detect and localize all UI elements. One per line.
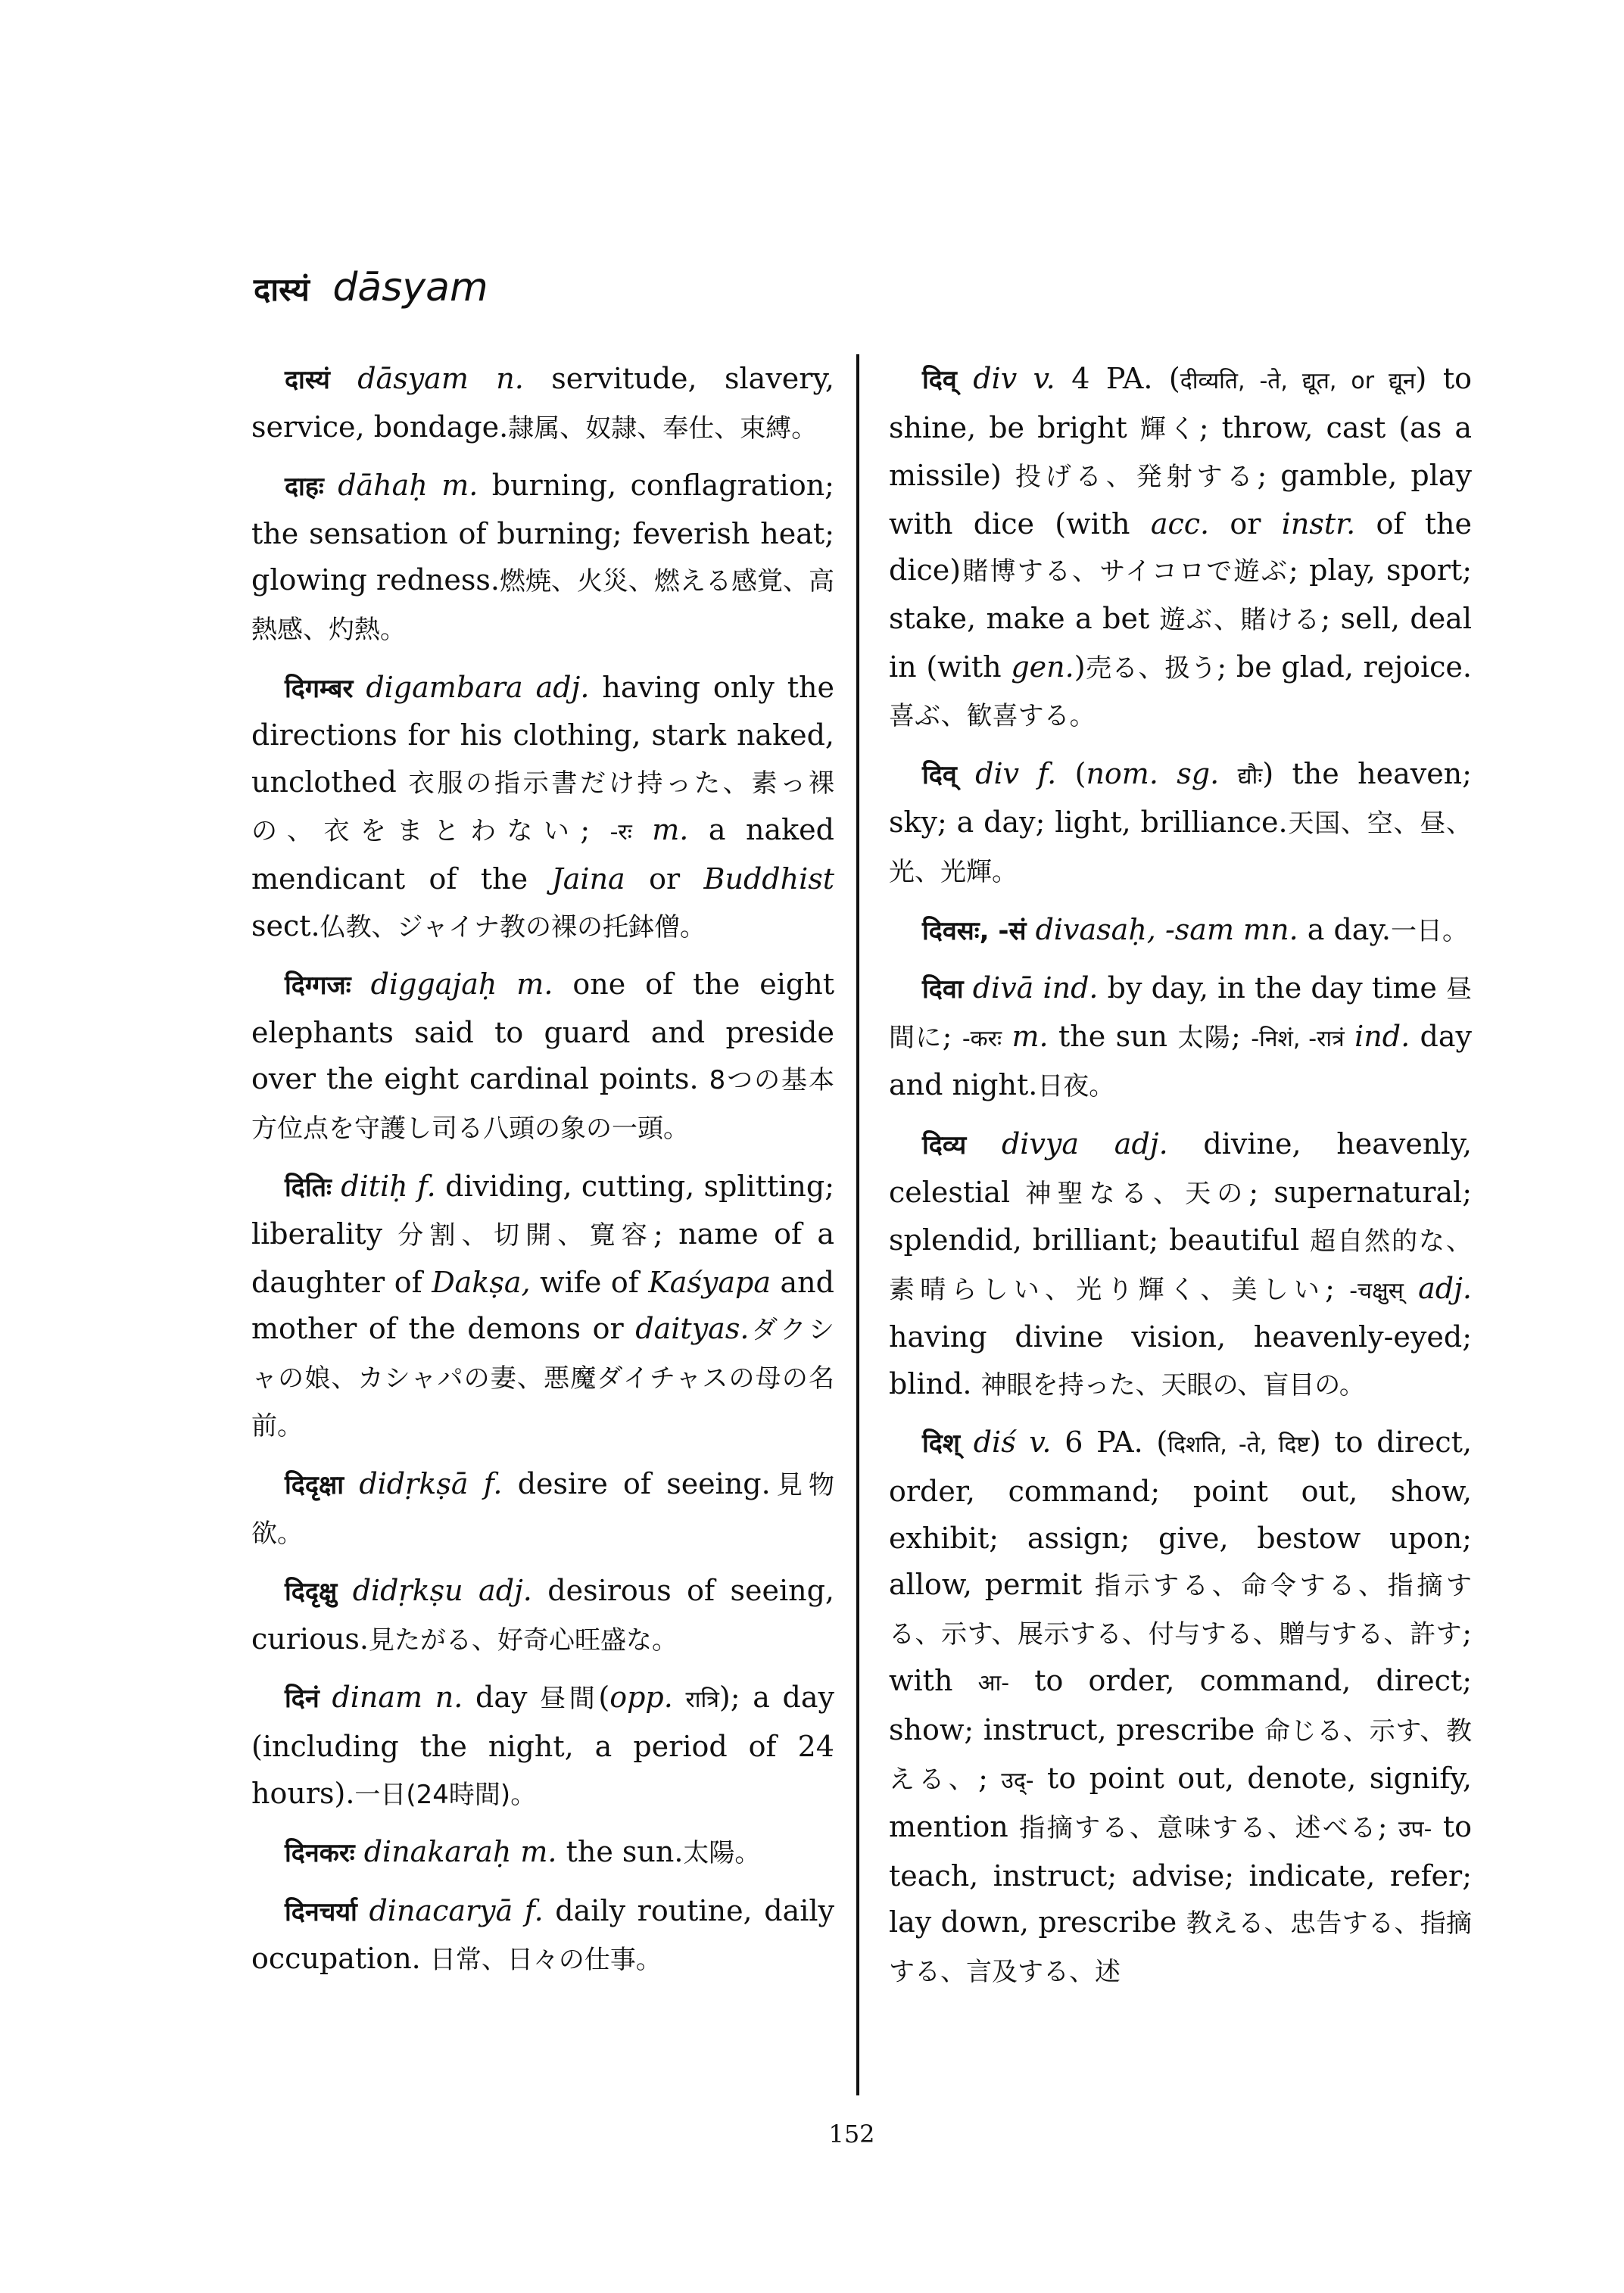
definition-text: ; play, sport; stake, make a bet <box>889 553 1472 635</box>
definition-text: and mother of the demons or <box>251 1265 834 1346</box>
definition-text: ; supernatural; splendid, brilliant; beautiful <box>889 1175 1473 1257</box>
devanagari-form: -रः <box>609 819 632 846</box>
dictionary-entry <box>889 1121 1472 1410</box>
japanese-gloss: ダクシャの娘、カシャパの妻、悪魔ダイチャスの母の名前。 <box>251 1315 835 1442</box>
dictionary-entry <box>251 463 834 653</box>
definition-text: to point out, denote, signify, mention <box>889 1761 1472 1844</box>
headword: दिवा <box>922 974 964 1005</box>
definition-text: ; with <box>889 1615 1472 1698</box>
right-column <box>889 356 1472 2007</box>
definition-text: servitude, slavery, service, bondage. <box>251 362 834 444</box>
dictionary-entry <box>251 1829 834 1877</box>
japanese-gloss: 喜ぶ、歓喜する。 <box>889 701 1096 732</box>
italic-term: m. <box>652 813 689 847</box>
japanese-gloss: 超自然的な、素晴らしい、光り輝く、美しい <box>889 1226 1472 1305</box>
italic-term: ind. <box>1354 1019 1410 1053</box>
definition-text: ); a day (including the night, a period of 24 hours). <box>251 1681 834 1810</box>
definition-text: to teach, instruct; advise; indicate, refer; lay down, prescribe <box>889 1810 1473 1939</box>
column-divider <box>856 354 859 2095</box>
definition-text: a naked mendicant of the <box>251 813 834 896</box>
japanese-gloss: 日常、日々の仕事。 <box>429 1945 662 1976</box>
headword: दिव् <box>922 365 957 395</box>
definition-text: 4 PA. ( <box>1055 362 1180 395</box>
definition-text <box>337 1574 352 1607</box>
italic-term: dāsyam n. <box>357 362 524 395</box>
italic-term: Jaina <box>551 861 625 896</box>
devanagari-form: -निशं, -रात्रं <box>1251 1025 1345 1052</box>
japanese-gloss: 売る、扱う <box>1085 653 1217 684</box>
italic-term: ditiḥ f. <box>341 1169 436 1203</box>
definition-text: desirous of seeing, curious. <box>251 1574 834 1656</box>
japanese-gloss: 燃焼、火災、燃える感覚、高熱感、灼熱。 <box>251 566 835 645</box>
definition-text: ; gamble, play with dice (with <box>889 459 1472 541</box>
definition-text <box>966 1127 1002 1161</box>
definition-text <box>1026 913 1035 946</box>
definition-text <box>355 1835 364 1868</box>
italic-term: dinakaraḥ m. <box>363 1835 557 1869</box>
definition-text: day <box>463 1681 541 1715</box>
devanagari-form: दीव्यति, -ते, द्यूत, or द्यून <box>1180 368 1416 394</box>
definition-text: ; name of a daughter of <box>251 1217 834 1299</box>
italic-term: m. <box>1011 1019 1049 1053</box>
definition-text: to order, command, direct; show; instruct, prescribe <box>889 1664 1472 1747</box>
dictionary-entry <box>251 356 834 452</box>
definition-text: ; sell, deal in (with <box>889 601 1472 684</box>
definition-text: ( <box>598 1681 610 1715</box>
italic-term: div f. <box>975 756 1057 790</box>
definition-text: 6 PA. ( <box>1051 1425 1168 1460</box>
headword: दाहः <box>285 472 324 503</box>
japanese-gloss: 分割、切開、寛容 <box>397 1220 654 1251</box>
italic-term: divya adj. <box>1001 1126 1168 1161</box>
dictionary-entry <box>251 1568 834 1664</box>
definition-text: wife of <box>530 1265 649 1299</box>
definition-text: ( <box>1056 756 1086 790</box>
devanagari-form: -चक्षुस् <box>1349 1277 1404 1304</box>
italic-term: nom. sg. <box>1086 756 1220 790</box>
dictionary-entry <box>251 961 834 1152</box>
definition-text: dividing, cutting, splitting; liberality <box>251 1169 835 1251</box>
dictionary-entry <box>889 965 1472 1111</box>
definition-text <box>632 813 653 846</box>
italic-term: didṛkṣā f. <box>359 1467 503 1501</box>
italic-term: Buddhist <box>703 861 834 896</box>
definition-text: ; <box>1377 1810 1399 1844</box>
definition-text: the sun <box>1048 1019 1178 1053</box>
italic-term: daityas. <box>635 1312 750 1346</box>
headword: दिवसः, -सं <box>922 915 1027 946</box>
definition-text <box>1404 1272 1418 1305</box>
japanese-gloss: 見物欲。 <box>251 1470 834 1549</box>
definition-text: ; be glad, rejoice. <box>1217 650 1473 684</box>
definition-text: having only the directions for his clothing, stark naked, unclothed <box>251 670 834 799</box>
dictionary-entry <box>251 665 834 952</box>
definition-text: one of the eight elephants said to guard and preside over the eight cardinal points. <box>251 967 834 1096</box>
devanagari-form: उद्- <box>1001 1767 1034 1794</box>
japanese-gloss: 見たがる、好奇心旺盛な。 <box>369 1625 678 1656</box>
italic-term: divasaḥ, -sam mn. <box>1035 912 1298 946</box>
italic-term: diggajaḥ m. <box>370 967 553 1002</box>
definition-text: or <box>625 861 704 896</box>
italic-term: adj. <box>1418 1271 1472 1305</box>
dictionary-entry <box>889 751 1472 896</box>
japanese-gloss: 一日(24時間)。 <box>354 1779 537 1810</box>
definition-text <box>957 362 973 395</box>
japanese-gloss: 隷属、奴隷、奉仕、束縛。 <box>508 413 818 444</box>
japanese-gloss: 一日。 <box>1390 915 1468 946</box>
italic-term: didṛkṣu adj. <box>352 1574 532 1608</box>
page-number: 152 <box>828 2120 875 2148</box>
japanese-gloss: 指示する、命令する、指摘する、示す、展示する、付与する、贈与する、許す <box>889 1571 1473 1650</box>
definition-text: day and night. <box>889 1019 1472 1102</box>
definition-text <box>353 671 366 704</box>
definition-text <box>320 1681 332 1714</box>
headword: दिनचर्या <box>285 1896 357 1927</box>
definition-text: ) <box>1074 650 1086 684</box>
japanese-gloss: 8つの基本方位点を守護し司る八頭の象の一頭。 <box>251 1065 834 1144</box>
definition-text <box>332 1170 341 1203</box>
headword: दिग्गजः <box>285 970 351 1002</box>
definition-text: or <box>1209 506 1282 541</box>
italic-term: dinacaryā f. <box>369 1893 544 1927</box>
definition-text: ) to direct, order, command; point out, show, exhibit; assign; give, bestow upon; allow, permit <box>889 1425 1472 1602</box>
headword: दिदृक्षु <box>285 1577 338 1608</box>
definition-text <box>673 1681 686 1714</box>
italic-term: dinam n. <box>332 1681 463 1715</box>
italic-term: div v. <box>973 362 1055 395</box>
japanese-gloss: 神眼を持った、天眼の、盲目の。 <box>980 1369 1365 1400</box>
japanese-gloss: 日夜。 <box>1037 1071 1115 1102</box>
definition-text <box>351 967 371 1001</box>
italic-term: gen. <box>1011 650 1074 684</box>
definition-text <box>1345 1020 1354 1053</box>
definition-text <box>964 971 973 1005</box>
japanese-gloss: 仏教、ジャイナ教の裸の托鉢僧。 <box>320 911 706 942</box>
definition-text <box>344 1467 359 1500</box>
running-head-roman: dāsyam <box>332 265 488 310</box>
definition-text: ; <box>580 813 610 847</box>
definition-text: ) the heaven; sky; a day; light, brilliance. <box>889 756 1472 840</box>
definition-text <box>330 362 357 395</box>
japanese-gloss: 衣服の指示書だけ持った、素っ裸の、衣をまとわない <box>251 768 834 847</box>
definition-text: daily routine, daily occupation. <box>251 1893 834 1976</box>
definition-text: ; <box>1325 1271 1350 1305</box>
devanagari-form: रात्रि <box>685 1687 719 1714</box>
devanagari-form: उप- <box>1398 1816 1432 1843</box>
dictionary-entry <box>251 1888 834 1984</box>
definition-text: ; <box>942 1019 962 1053</box>
definition-text: burning, conflagration; the sensation of burning; feverish heat; glowing redness. <box>251 469 834 597</box>
devanagari-form: आ- <box>977 1670 1010 1697</box>
headword: दितिः <box>285 1172 332 1203</box>
running-head-devanagari: दास्यं <box>254 271 310 308</box>
dictionary-entry <box>251 1164 834 1451</box>
headword: दिदृक्षा <box>285 1470 344 1501</box>
italic-term: digambara adj. <box>366 670 590 704</box>
japanese-gloss: 指摘する、意味する、述べる <box>1019 1813 1378 1844</box>
definition-text <box>357 1894 369 1927</box>
definition-text: ) to shine, be bright <box>889 362 1472 444</box>
definition-text <box>960 1425 974 1459</box>
japanese-gloss: 教える、忠告する、指摘する、言及する、述 <box>889 1908 1472 1987</box>
japanese-gloss: 輝く <box>1139 413 1199 444</box>
headword: दिनं <box>285 1684 320 1715</box>
headword: दास्यं <box>285 365 330 395</box>
definition-text <box>1002 1020 1011 1053</box>
japanese-gloss: 天国、空、昼、光、光輝。 <box>889 808 1473 887</box>
definition-text: divine, heavenly, celestial <box>889 1126 1472 1209</box>
definition-text: ; <box>1231 1019 1252 1053</box>
definition-text: by day, in the day time <box>1098 971 1446 1005</box>
italic-term: instr. <box>1281 506 1356 541</box>
definition-text: ; throw, cast (as a missile) <box>889 410 1472 493</box>
italic-term: opp. <box>609 1681 673 1715</box>
dictionary-entry <box>889 907 1472 955</box>
italic-term: diś v. <box>973 1425 1052 1460</box>
dictionary-entry <box>889 356 1472 740</box>
definition-text <box>1219 757 1237 790</box>
headword: दिव्य <box>922 1129 967 1161</box>
headword: दिनकरः <box>285 1838 355 1869</box>
definition-text <box>324 469 338 502</box>
definition-text: of the dice) <box>889 506 1472 587</box>
japanese-gloss: 遊ぶ、賭ける <box>1159 604 1321 635</box>
japanese-gloss: 賭博する、サイコロで遊ぶ <box>961 556 1289 587</box>
definition-text: desire of seeing. <box>502 1467 771 1501</box>
japanese-gloss: 命じる、示す、教える、 <box>889 1716 1473 1795</box>
definition-text: sect. <box>251 908 320 942</box>
italic-term: Kaśyapa <box>648 1265 771 1299</box>
running-head <box>254 261 488 316</box>
japanese-gloss: 太陽 <box>1177 1022 1232 1053</box>
definition-text: a day. <box>1298 912 1391 946</box>
japanese-gloss: 神聖なる、天の <box>1025 1178 1249 1209</box>
devanagari-form: -करः <box>962 1025 1002 1052</box>
headword: दिगम्बर <box>285 673 354 704</box>
definition-text: ; <box>978 1761 1002 1795</box>
dictionary-entry <box>251 1461 834 1557</box>
devanagari-form: दिशति, -ते, दिष्ट <box>1167 1432 1310 1459</box>
japanese-gloss: 投げる、発射する <box>1015 462 1258 493</box>
japanese-gloss: 太陽。 <box>683 1838 761 1869</box>
headword: दिव् <box>922 759 957 790</box>
devanagari-form: द्यौः <box>1237 762 1263 790</box>
definition-text: having divine vision, heavenly-eyed; blind. <box>889 1320 1472 1400</box>
japanese-gloss: 昼間 <box>540 1684 599 1715</box>
japanese-gloss: 昼間に <box>889 974 1472 1053</box>
italic-term: dāhaḥ m. <box>338 469 478 503</box>
italic-term: divā ind. <box>972 971 1099 1005</box>
dictionary-entry <box>889 1419 1472 1995</box>
italic-term: acc. <box>1150 506 1210 541</box>
dictionary-entry <box>251 1675 834 1818</box>
italic-term: Dakṣa, <box>432 1265 531 1299</box>
definition-text: the sun. <box>556 1835 684 1869</box>
headword: दिश् <box>922 1428 960 1460</box>
left-column <box>251 356 834 1995</box>
definition-text <box>957 757 975 790</box>
